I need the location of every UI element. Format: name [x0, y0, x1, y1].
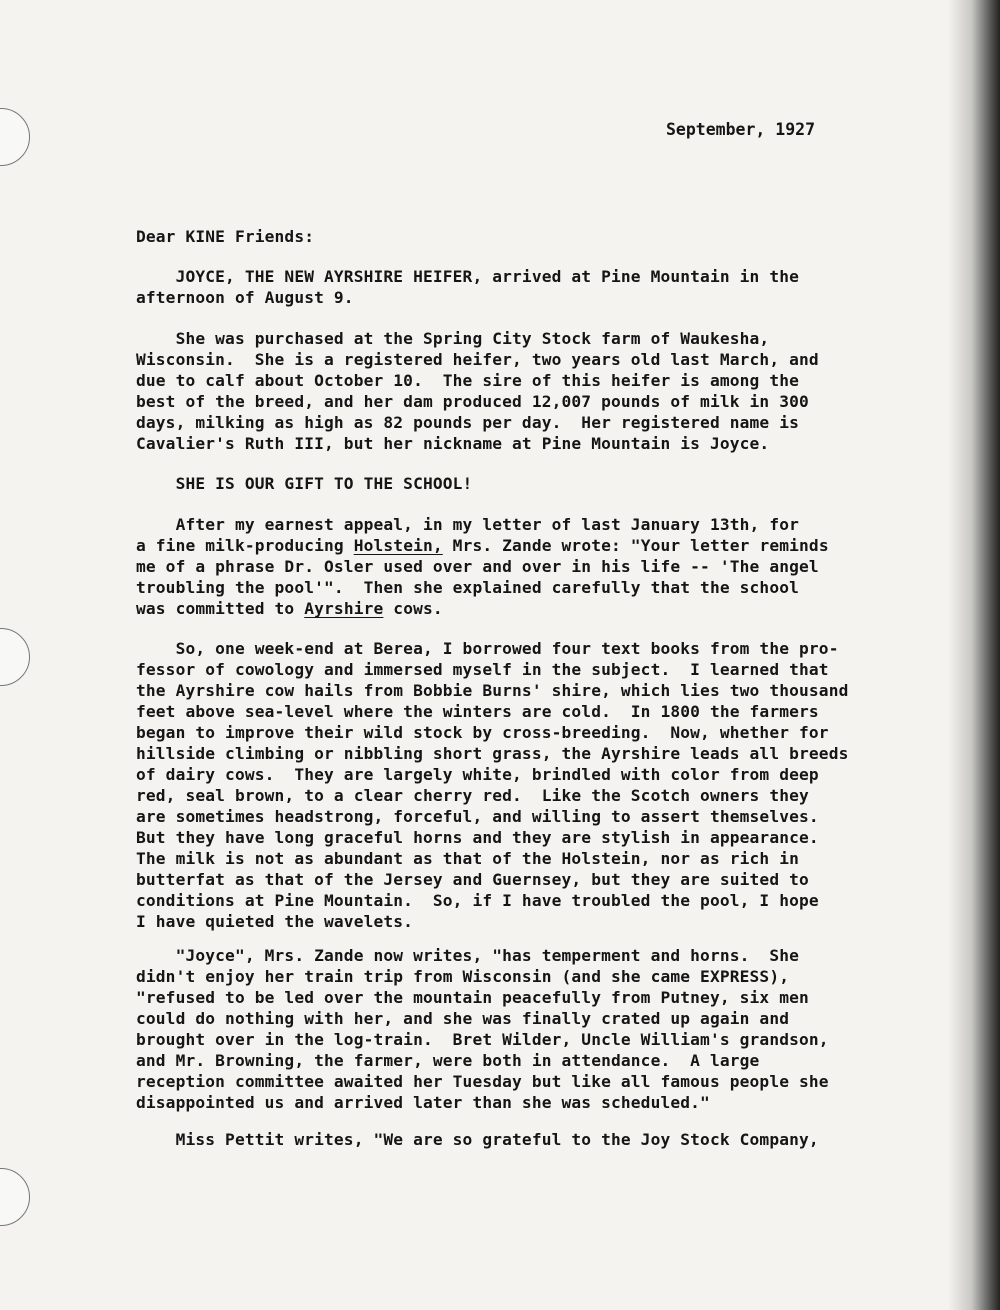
text-line: But they have long graceful horns and they are stylish in appearance.	[136, 828, 819, 847]
underlined-word-ayrshire: Ayrshire	[304, 599, 384, 618]
underlined-word-holstein: Holstein,	[353, 536, 443, 555]
text-line: of dairy cows. They are largely white, brindled with color from deep	[136, 765, 819, 784]
text-line	[136, 535, 896, 556]
text-segment: Mrs. Zande wrote: "Your letter reminds	[442, 536, 829, 555]
text-line: So, one week-end at Berea, I borrowed four text books from the pro-	[136, 639, 839, 658]
text-line: brought over in the log-train. Bret Wilder, Uncle William's grandson,	[136, 1030, 829, 1049]
text-line: best of the breed, and her dam produced 12,007 pounds of milk in 300	[136, 392, 809, 411]
text-line: The milk is not as abundant as that of the Holstein, nor as rich in	[136, 849, 800, 868]
salutation	[136, 226, 896, 247]
text-line: days, milking as high as 82 pounds per day. Her registered name is	[136, 413, 800, 432]
punch-hole-top	[0, 108, 30, 166]
text-line	[136, 598, 896, 619]
paragraph-7	[136, 1129, 896, 1150]
text-line: me of a phrase Dr. Osler used over and over in his life -- 'The angel	[136, 557, 819, 576]
paragraph-6	[136, 945, 896, 1113]
text-line: could do nothing with her, and she was finally crated up again and	[136, 1009, 790, 1028]
text-line: Cavalier's Ruth III, but her nickname at Pine Mountain is Joyce.	[136, 434, 770, 453]
text-segment: was committed to	[136, 599, 305, 618]
text-line: red, seal brown, to a clear cherry red. Like the Scotch owners they	[136, 786, 809, 805]
paragraph-1	[136, 266, 896, 308]
text-line: are sometimes headstrong, forceful, and willing to assert themselves.	[136, 807, 819, 826]
text-line: hillside climbing or nibbling short grass, the Ayrshire leads all breeds	[136, 744, 849, 763]
text-line: due to calf about October 10. The sire of this heifer is among the	[136, 371, 800, 390]
text-line: "refused to be led over the mountain peacefully from Putney, six men	[136, 988, 809, 1007]
text-segment: a fine milk-producing	[136, 536, 354, 555]
text-line: JOYCE, THE NEW AYRSHIRE HEIFER, arrived at Pine Mountain in the	[136, 267, 800, 286]
text-line: feet above sea-level where the winters are cold. In 1800 the farmers	[136, 702, 819, 721]
text-line: "Joyce", Mrs. Zande now writes, "has temperment and horns. She	[136, 946, 800, 965]
text-line: Wisconsin. She is a registered heifer, two years old last March, and	[136, 350, 819, 369]
text-line: the Ayrshire cow hails from Bobbie Burns' shire, which lies two thousand	[136, 681, 849, 700]
text-line: Miss Pettit writes, "We are so grateful to the Joy Stock Company,	[136, 1130, 819, 1149]
text-line: afternoon of August 9.	[136, 288, 354, 307]
text-line: disappointed us and arrived later than she was scheduled."	[136, 1093, 710, 1112]
text-line: I have quieted the wavelets.	[136, 912, 414, 931]
punch-hole-middle	[0, 628, 30, 686]
text-line: fessor of cowology and immersed myself in the subject. I learned that	[136, 660, 829, 679]
letter-date: September, 1927	[666, 120, 816, 139]
text-line: and Mr. Browning, the farmer, were both in attendance. A large	[136, 1051, 760, 1070]
text-line: After my earnest appeal, in my letter of last January 13th, for	[136, 515, 800, 534]
text-line: butterfat as that of the Jersey and Guernsey, but they are suited to	[136, 870, 809, 889]
paragraph-2	[136, 328, 896, 454]
text-line: conditions at Pine Mountain. So, if I have troubled the pool, I hope	[136, 891, 819, 910]
page-shadow-edge	[948, 0, 1000, 1310]
text-line: didn't enjoy her train trip from Wisconsin (and she came EXPRESS),	[136, 967, 790, 986]
paragraph-5	[136, 638, 896, 932]
text-line: reception committee awaited her Tuesday but like all famous people she	[136, 1072, 829, 1091]
text-line: She was purchased at the Spring City Stock farm of Waukesha,	[136, 329, 770, 348]
paragraph-4	[136, 514, 896, 619]
text-line: troubling the pool'". Then she explained carefully that the school	[136, 578, 800, 597]
text-line: SHE IS OUR GIFT TO THE SCHOOL!	[136, 474, 473, 493]
text-segment: cows.	[383, 599, 443, 618]
punch-hole-bottom	[0, 1168, 30, 1226]
paragraph-3	[136, 473, 896, 494]
salutation-line: Dear KINE Friends:	[136, 227, 315, 246]
text-line: began to improve their wild stock by cross-breeding. Now, whether for	[136, 723, 829, 742]
